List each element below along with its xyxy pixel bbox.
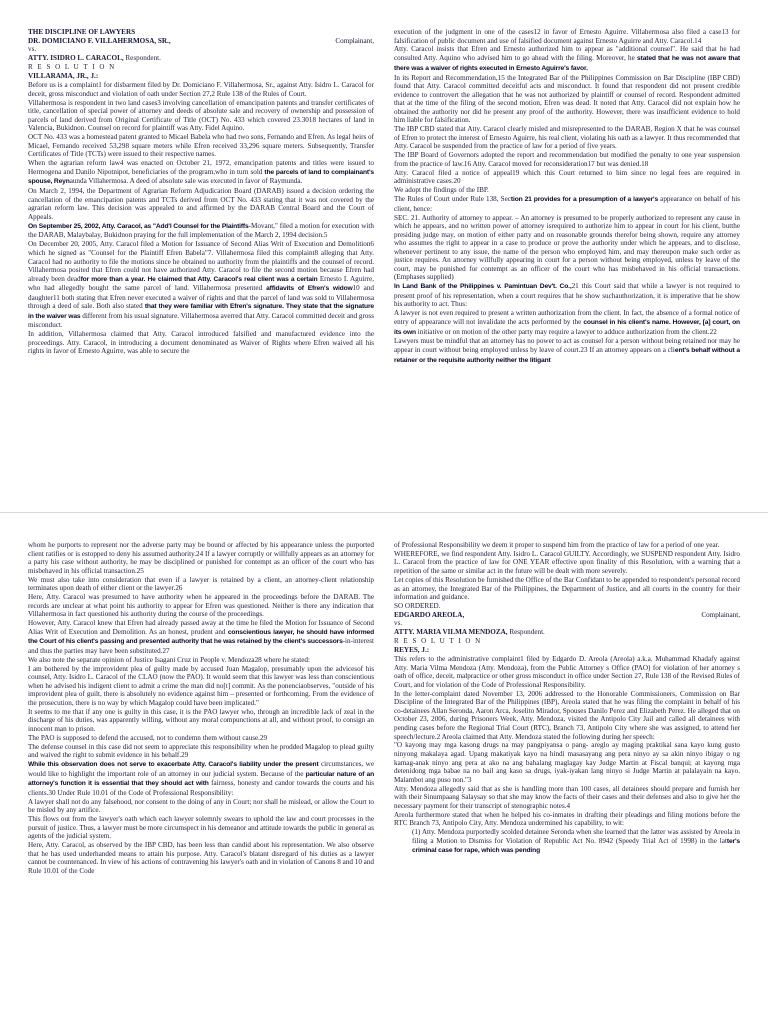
paragraph-text: We must also take into consideration that even if a lawyer is retained by a client, an attorney-client relationship terminates upon death of either client or the lawyer.26 [28, 575, 374, 593]
highlighted-text: affidavits of Efren's widow [266, 285, 353, 293]
paragraph [394, 214, 740, 282]
paragraph [28, 656, 374, 665]
highlighted-text: ent's behalf without a retainer or the requisite authority neither the litigant [394, 346, 740, 364]
paragraph [394, 151, 740, 168]
paragraph [28, 81, 374, 98]
highlighted-text: In Land Bank of the Philippines v. Pamintuan Dev't. Co., [394, 283, 572, 291]
paragraph-text: On March 2, 1994, the Department of Agrarian Reform Adjudication Board (DARAB) issued a decision ordering the cancellation of the emancipation patents and TCTs derived from OCT No. 433 stating that it was not covered by the agrarian reform law. This decision was appealed to and affirmed by the DARAB Central Board and the Court of Appeals. [28, 187, 374, 221]
paragraph [394, 169, 740, 186]
highlighted-text: While this observation does not serve to exacerbate Atty. Caracol's liability under the present [28, 761, 319, 769]
paragraph [394, 741, 740, 784]
paragraph-text: vs. [394, 619, 403, 628]
paragraph-text: Atty. Caracol filed a notice of appeal19 which this Court returned to him since no legal fees are required in administrative cases.20 [394, 168, 740, 186]
paragraph [394, 28, 740, 45]
paragraph-text: Atty. Mendoza allegedly said that as she is handling more than 100 cases, all detainees should prepare and furnish her with their Sinumpaang Salaysay so that she may know the facts of their cases and their defenses and also to give her the necessary payment for their transcript of stenographic notes.4 [394, 784, 740, 810]
resolution-label [394, 637, 740, 646]
paragraph-text: ATTY. ISIDRO L. CARACOL, [28, 54, 124, 63]
paragraph-text: VILLARAMA, JR., J.: [28, 72, 99, 81]
paragraph-text: The IBP CBD stated that Atty. Caracol clearly misled and misrepresented to the DARAB, Region X that he was counsel of Efren to protect the interest of Ernesto Aguirre, his real client, violating his oath as a lawyer. It thus recommended that Atty. Caracol be suspended from the practice of law for a period of five years. [394, 125, 740, 151]
paragraph-text: Areola furthermore stated that when he helped his co-inmates in drafting their pleadings and filing motions before the RTC Branch 73, Antipolo City, Atty. Mendoza undermined his capability, to wit: [394, 810, 740, 828]
paragraph-text: "O kayong may mga kasong drugs na may pangpiyansa o pang- areglo ay maging praktikal sana kayo kung gusto ninyong makalaya agad. Upang makatiyak kayo na hindi masasayang ang pera ninyo ay sa akin ninyo ibigay o ng kamag-anak ninyo ang pera at ako na ang bahalang maglagay kay Judge Martin at Fiscal banqui; at kayong mga detenidong mga babae na no bail ang kaso sa drugs, iyak-iyakan lang ninyo si Judge Martin at palalayain na kayo. Malambot ang puso non."3 [394, 741, 740, 784]
paragraph [28, 841, 374, 875]
paragraph-text: Respondent. [123, 54, 161, 63]
highlighted-text: ter's criminal case for rape, which was pending [412, 837, 740, 855]
paragraph-text: Here, Atty. Caracol was presumed to have authority when he appeared in the proceedings before the DARAB. The records are unclear at what point his authority to appear for Efren was questioned. Neither is there any indication that Villahermosa in fact questioned his authority during the course of the proceedings. [28, 593, 374, 619]
paragraph [394, 576, 740, 602]
paragraph [394, 282, 740, 309]
paragraph-text: SEC. 21. Authority of attorney to appear. – An attorney is presumed to be properly authorized to represent any cause in which he appears, and no written power of attorney isrequired to authorize him to appear in court for his client, butthe presiding judge may, on motion of either party and on reasonable grounds therefor being shown, require any attorney who assumes the right to appear in a case to produce or prove the authority under which he appears, and to disclose, whenever pertinent to any issue, the name of the person who employed him, and may thereupon make such order as justice requires. An attorney willfully appearing in court for a person without being employed, unless by leave of the court, may be punished for contempt as an officer of the court who has misbehaved in his official transactions. (Emphases supplied) [394, 213, 740, 282]
paragraph-text: It seems to me that if any one is guilty in this case, it is the PAO lawyer who, through an incredible lack of zeal in the discharge of his duties, was apparently willing, without any moral compunctions at all, and without proof, to consign an innocent man to prison. [28, 707, 374, 733]
paragraph-text: Let copies of this Resolution be furnished the Office of the Bar Confidant to be appended to respondent's personal record as an attorney, the Integrated Bar of the Philippines, the Department of Justice, and all courts in the country for their information and guidance. [394, 575, 740, 602]
highlighted-text: particular nature of an attorney's function it is essential that they should act with [28, 770, 374, 788]
paragraph [28, 708, 374, 734]
paragraph [28, 541, 374, 575]
page1-left-column [28, 28, 374, 506]
paragraph [28, 743, 374, 760]
paragraph [394, 785, 740, 811]
paragraph [28, 665, 374, 708]
paragraph [28, 72, 374, 81]
paragraph-text: In the letter-complaint dated November 13, 2006 addressed to the Honorable Commissioners, Commission on Bar Discipline of the Integrated Bar of the Philippines (IBP), Areola stated that he was filing the complaint in behalf of his co-detainees Allan Seronda, Aaron Arca, Joselito Mirador, Spouses Danilo Perez and Elizabeth Perez. He alleged that on October 23, 2006, during Prisoners Week, Atty. Mendoza, visited the Antipolo City Jail and called all detainees with pending cases before the Regional Trial Court (RTC), Branch 73, Antipolo City where she was assigned, to attend her speech/lecture.2 Areola claimed that Atty. Mendoza stated the following during her speech: [394, 689, 740, 741]
paragraph-text: ATTY. MARIA VILMA MENDOZA, [394, 628, 508, 637]
party-line [28, 37, 374, 46]
paragraph-text: Lawyers must be mindful that an attorney has no power to act as counsel for a person without being retained nor may he appear in court without being employed unless by leave of court.23 If an attorney appears on a cli [394, 337, 740, 354]
paragraph-text: In addition, Villahermosa claimed that Atty. Caracol introduced falsified and manufactured evidence into the proceedings. Atty. Caracol, in introducing a document denominated as Waiver of Rights where Efren waived all his rights in favor of Ernesto Aguirre, was able to secure the [28, 330, 374, 356]
paragraph-text: In its Report and Recommendation,15 the Integrated Bar of the Philippines Commission on Bar Discipline (IBP CBD) found that Atty. Caracol committed deceitful acts and misconduct. It found that respondent did not present credible evidence to controvert the allegation that he was not authorized by plaintiff or counsel of record. Respondent admitted that at the time of the filing of the second motion, Efren was dead. It noted that Atty. Caracol did not explain how he obtained the authority nor did he present any proof of the authority. However, there was insufficient evidence to hold him liable for falsification. [394, 73, 740, 125]
highlighted-text: for more than a year. He claimed that Atty. Caracol's real client was a certain [80, 275, 318, 283]
paragraph-text: On December 20, 2005, Atty. Caracol filed a Motion for Issuance of Second Alias Writ of Execution and Demolition6 which he signed as "Counsel for the Plaintiff Efren Babela"7. Villahermosa filed this complaint8 alleging that Atty. Caracol had no authority to file the motions since he obtained no authority from the plaintiffs and the counsel of record. Villahermosa posited that Efren could not have authorized Atty. Caracol to file the second motion because Efren had already been dead [28, 240, 374, 283]
paragraph-text: vs. [28, 45, 37, 54]
paragraph-text: We adopt the findings of the IBP. [394, 186, 489, 195]
paragraph [28, 240, 374, 329]
paragraph [394, 125, 740, 151]
paragraph-text: -in-interest and thus the parties may have been substituted.27 [28, 637, 374, 655]
paragraph-text: appearance on behalf of his client, hence: [394, 195, 740, 213]
paragraph-text: However, Atty. Caracol knew that Efren had already passed away at the time he filed the Motion for Issuance of Second Alias Writ of Execution and Demolition. As an honest, prudent and [28, 619, 374, 636]
paragraph-text: A lawyer shall not do any falsehood, nor consent to the doing of any in Court; nor shall he mislead, or allow the Court to be misled by any artifice. [28, 797, 374, 815]
paragraph-text: This refers to the administrative complaint1 filed by Edgardo D. Areola (Areola) a.k.a. Muhammad Khadafy against Atty. Maria Vilma Mendoza (Atty. Mendoza), from the Public Attorney s Office (PAO) for violation of her attorney s oath of office, deceit, malpractice or other gross misconduct in office under Section 27, Rule 138 of the Revised Rules of Court, and for violation of the Code of Professional Responsibility. [394, 655, 740, 689]
paragraph [28, 593, 374, 619]
highlighted-text: the parcels of land to complainant's spouse, Reyn [28, 168, 374, 186]
paragraph-text: of Professional Responsibility we deem it proper to suspend him from the practice of law for a period of one year. [394, 541, 720, 549]
section-heading [28, 28, 374, 37]
paragraph-text: Here, Atty. Caracol, as observed by the IBP CBD, has been less than candid about his representation. We also observe that he has used underhanded means to attain his purpose. Atty. Caracol's blatant disregard of his duties as a lawyer cannot be countenanced. In view of his actions of contravening his lawyer's oath and in violation of Canons 8 and 10 and Rule 10.01 of the Code [28, 841, 374, 875]
party-line [394, 611, 740, 620]
paragraph-text: -Movant," filed a motion for execution with the DARAB, Malaybalay, Bukidnon praying for the full implementation of the March 2, 1994 decision.5 [28, 221, 374, 240]
paragraph [394, 186, 740, 195]
document-page-1 [0, 0, 768, 512]
paragraph-text: aunda Villahermosa. A deed of absolute sale was executed in favor of Raymunda. [69, 177, 303, 186]
paragraph [394, 541, 740, 550]
paragraph-text: A lawyer is not even required to present a written authorization from the client. In fact, the absence of a formal notice of entry of appearance will not invalidate the acts performed by the [394, 309, 740, 326]
paragraph [394, 550, 740, 576]
paragraph [394, 602, 740, 611]
paragraph-text: The Rules of Court under Rule 138, Sec [394, 195, 511, 204]
paragraph [394, 195, 740, 213]
paragraph-text: (1) Atty. Mendoza purportedly scolded detainee Seronda when she learned that the latter was assisted by Areola in filing a Motion to Dismiss for Violation of Republic Act No. 8942 (Speedy Trial Act of 1998) in the lat [412, 828, 740, 845]
highlighted-text: authority that he was retained by the client's successors [171, 638, 343, 646]
paragraph-text: SO ORDERED. [394, 602, 441, 610]
highlighted-text: counsel in his client's name. However, [a] court, on its own [394, 318, 740, 336]
paragraph-text: fairness, honesty and candor towards the courts and his clients.30 Under Rule 10.01 of the Code of Professional Responsibility: [28, 779, 374, 797]
paragraph-text: REYES, J.: [394, 646, 430, 655]
paragraph-text: We also note the separate opinion of Justice Isagani Cruz in People v. Mendoza28 where he stated: [28, 655, 310, 664]
paragraph [28, 99, 374, 133]
paragraph-text: execution of the judgment in one of the cases12 in favor of Ernesto Aguirre. Villahermosa also filed a case13 for falsification of public document and use of falsified document against Ernesto Aguirre and Atty. Caracol.14 [394, 28, 740, 45]
paragraph [28, 798, 374, 815]
resolution-label [28, 63, 374, 72]
paragraph-text: Villahermosa is respondent in two land cases3 involving cancellation of emancipation patents and transfer certificates of title, cancellation of special power of attorney and deeds of absolute sale and recovery of ownership and possession of parcels of land derived from Original Certificate of Title (OCT) No. 433 which covered 23.3018 hectares of land in Valencia, Bukidnon. Counsel on record for plaintiff was Atty. Fidel Aquino. [28, 98, 374, 133]
paragraph [28, 760, 374, 797]
paragraph [394, 45, 740, 73]
paragraph [28, 576, 374, 593]
paragraph-text: initiative or on motion of the other party may require a lawyer to adduce authorization from the client.22 [415, 327, 717, 336]
paragraph [28, 330, 374, 356]
highlighted-text: stated that he was not aware that there was a waiver of rights executed in Ernesto Aguirre's favor. [394, 55, 740, 72]
paragraph-text: Respondent. [507, 628, 545, 637]
paragraph-text: different from his usual signature. Villahermosa averred that Atty. Caracol committed deceit and gross misconduct. [28, 311, 374, 330]
party-name: EDGARDO AREOLA, [394, 610, 465, 619]
page2-right-column [394, 541, 740, 1019]
paragraph-text: The PAO is supposed to defend the accused, not to condemn them without cause.29 [28, 733, 268, 742]
paragraph [394, 828, 740, 856]
paragraph [394, 337, 740, 365]
paragraph-text: R E S O L U T I O N [394, 637, 482, 646]
paragraph [394, 655, 740, 689]
paragraph [394, 690, 740, 741]
paragraph-text: This flows out from the lawyer's oath which each lawyer solemnly swears to uphold the law and court processes in the pursuit of justice. Thus, a lawyer must be more circumspect in his demeanor and attitude towards the public in general as agents of the judicial system. [28, 815, 374, 841]
paragraph [28, 45, 374, 54]
paragraph-text: The defense counsel in this case did not seem to appreciate this responsibility when he prodded Magalop to plead guilty and waived the right to submit evidence in his behalf.29 [28, 742, 374, 760]
paragraph-text: Before us is a complaint1 for disbarment filed by Dr. Domiciano F. Villahermosa, Sr., against Atty. Isidro L. Caracol for deceit, gross misconduct and violation of oath under Section 27,2 Rule 138 of the Rules of Court. [28, 81, 374, 98]
paragraph [394, 619, 740, 628]
paragraph-text: R E S O L U T I O N [28, 63, 116, 72]
highlighted-text: that they were familiar with Efren's signature. They state that the signature in the waiver was [28, 303, 374, 320]
party-role: Complainant, [701, 610, 740, 619]
paragraph-text: Ernesto I. Aguirre, who had allegedly bought the same parcel of land. Villahermosa presented [28, 274, 374, 293]
paragraph [394, 811, 740, 828]
party-name: DR. DOMICIANO F. VILLAHERMOSA, SR., [28, 36, 171, 45]
paragraph [28, 133, 374, 159]
paragraph-text: The IBP Board of Governors adopted the report and recommendation but modified the penalty to one year suspension from the practice of law.16 Atty. Caracol moved for reconsideration17 but was denied.18 [394, 151, 740, 168]
paragraph [28, 54, 374, 63]
paragraph-text: circumstances, we would like to highlight the important role of an attorney in our judicial system. Because of the [28, 760, 374, 778]
paragraph-text: I am bothered by the improvident plea of guilty made by accused Juan Magalop, presumably upon the advicesof his counsel, Atty. Isidro L. Caracol of the CLAO (now the PAO). It would seem that this lawyer was less than conscientious when he advised his indigent client to admit a crime the man did no[t] commit. As the ponenciaobserves, "outside of his improvident plea of guilt, there is absolutely no evidence against him – presented or forthcoming. From the evidence of the prosecution, there is no way by which Magalop could have been implicated." [28, 664, 374, 707]
paragraph [394, 309, 740, 337]
paragraph [28, 815, 374, 841]
party-role: Complainant, [335, 36, 374, 45]
paragraph-text: whom he purports to represent nor the adverse party may be bound or affected by his appearance unless the purported client ratifies or is estopped to deny his assumed authority.24 If a lawyer corruptly or willfully appears as an attorney for a party his case without authority, he may be disciplined or punished for contempt as an officer of the court who has misbehaved in his official transaction.25 [28, 541, 374, 575]
page2-left-column [28, 541, 374, 1019]
paragraph-text: 10 and daughter11 both stating that Efren never executed a waiver of rights and that the parcel of land was sold to Villahermosa through a deed of sale. Both also stated [28, 284, 374, 311]
paragraph [28, 159, 374, 187]
paragraph-text: OCT No. 433 was a homestead patent granted to Micael Babela who had two sons, Fernando and Efren. As legal heirs of Micael, Fernando received 53,298 square meters while Efren received 33,296 square meters. Subsequently, Transfer Certificates of Title (TCTs) were issued to their respective names. [28, 133, 374, 159]
paragraph [28, 734, 374, 743]
document-page-2 [0, 512, 768, 1025]
paragraph [394, 74, 740, 125]
highlighted-text: tion 21 provides for a presumption of a lawyer's [510, 196, 659, 204]
paragraph [28, 222, 374, 240]
paragraph [394, 646, 740, 655]
paragraph-text: THE DISCIPLINE OF LAWYERS [28, 28, 136, 36]
paragraph-text: Atty. Caracol insists that Efren and Ernesto authorized him to appear as "additional counsel". He said that he had consulted Atty. Aquino who advised him to go ahead with the filing. Moreover, he [394, 45, 740, 63]
paragraph [28, 619, 374, 655]
paragraph [394, 628, 740, 637]
highlighted-text: On September 25, 2002, Atty. Caracol, as "Add'l Counsel for the Plaintiffs [28, 222, 249, 230]
paragraph-text: When the agrarian reform law4 was enacted on October 21, 1972, emancipation patents and titles were issued to Hermogena and Danilo Nipotnipot, beneficiaries of the program,who in turn sold [28, 159, 374, 176]
page1-right-column [394, 28, 740, 506]
highlighted-text: conscientious lawyer, he should have informed the Court of his client's passing and presented [28, 628, 374, 646]
paragraph-text: 21 this Court said that while a lawyer is not required to present proof of his representation, when a court requires that he show suchauthorization, it is imperative that he show his authority to act. Thus: [394, 282, 740, 309]
paragraph [28, 187, 374, 221]
paragraph-text: WHEREFORE, we find respondent Atty. Isidro L. Caracol GUILTY. Accordingly, we SUSPEND respondent Atty. Isidro L. Caracol from the practice of law for ONE YEAR effective upon finality of this Resolution, with a warning that a repetition of the same or similar act in the future will be dealt with more severely. [394, 549, 740, 576]
